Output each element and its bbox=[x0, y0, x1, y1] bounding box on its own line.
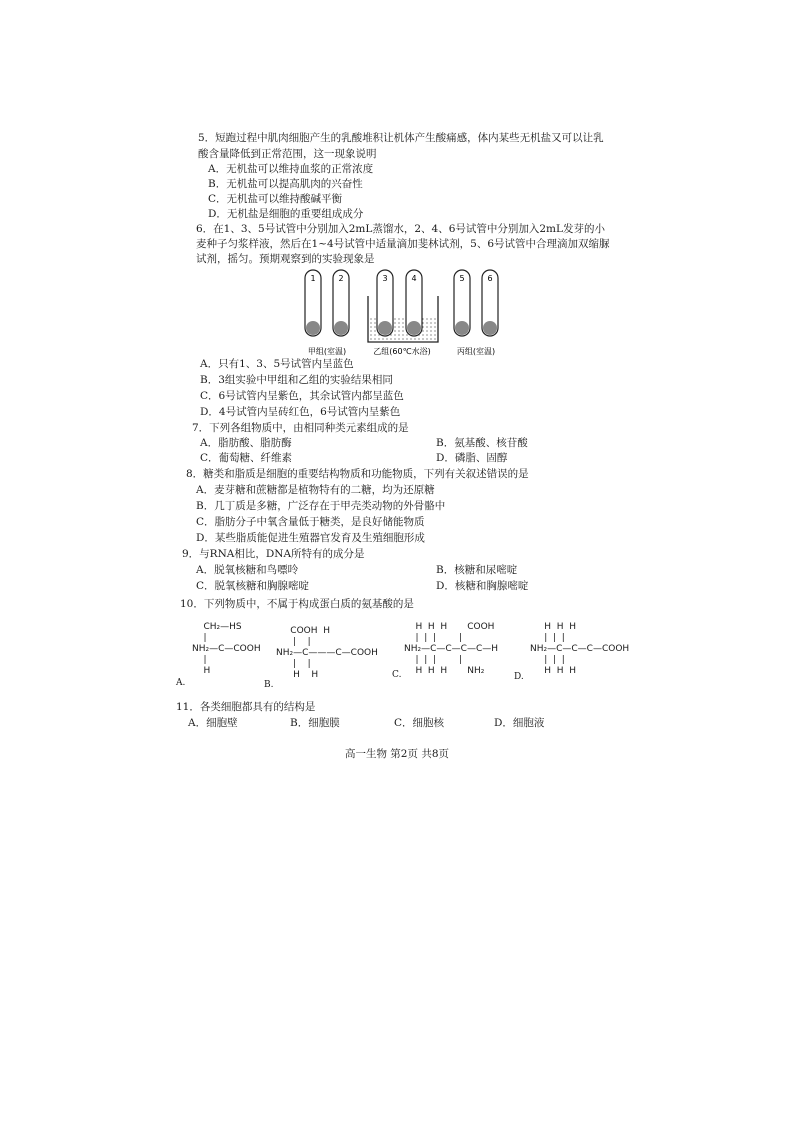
q11-stem: 11．各类细胞都具有的结构是 bbox=[176, 701, 316, 713]
test-tube-figure bbox=[290, 266, 520, 360]
q11-option-d: D．细胞液 bbox=[494, 717, 545, 729]
tube-label-3: 3 bbox=[382, 274, 388, 283]
q7-option-c: C．葡萄糖、纤维素 bbox=[200, 452, 293, 464]
tube-label-4: 4 bbox=[411, 274, 417, 283]
q10-stem: 10．下列物质中，不属于构成蛋白质的氨基酸的是 bbox=[180, 598, 414, 610]
q5-stem-line2: 酸含量降低到正常范围，这一现象说明 bbox=[198, 148, 377, 160]
q7-stem: 7．下列各组物质中，由相同种类元素组成的是 bbox=[192, 422, 409, 434]
q8-option-c: C．脂肪分子中氧含量低于糖类，是良好储能物质 bbox=[196, 516, 425, 528]
q6-option-a: A．只有1、3、5号试管内呈蓝色 bbox=[200, 358, 354, 370]
q10-label-d: D. bbox=[514, 672, 524, 682]
q6-option-b: B．3组实验中甲组和乙组的实验结果相同 bbox=[200, 374, 393, 386]
q10-label-a: A. bbox=[176, 678, 186, 688]
q10-label-c: C. bbox=[392, 670, 402, 680]
q6-stem-line2: 麦种子匀浆样液，然后在1~4号试管中适量滴加斐林试剂，5、6号试管中合理滴加双缩脲 bbox=[196, 238, 610, 250]
group-caption-jia: 甲组(室温) bbox=[307, 347, 347, 356]
q11-option-a: A．细胞壁 bbox=[188, 717, 238, 729]
q10-formula-c: H H H COOH | | | | NH₂—C—C—C—C—H | | | | H H H NH₂ bbox=[404, 622, 499, 676]
q6-option-c: C．6号试管内呈紫色，其余试管内都呈蓝色 bbox=[200, 390, 404, 402]
q7-option-b: B．氨基酸、核苷酸 bbox=[436, 437, 528, 449]
group-caption-bing: 丙组(室温) bbox=[456, 347, 496, 356]
q8-option-d: D．某些脂质能促进生殖器官发育及生殖细胞形成 bbox=[196, 532, 425, 544]
q11-option-c: C．细胞核 bbox=[394, 717, 445, 729]
q11-option-b: B．细胞膜 bbox=[290, 717, 340, 729]
q6-stem-line3: 试剂，摇匀。预期观察到的实验现象是 bbox=[196, 253, 375, 265]
q10-formula-a: CH₂—HS | NH₂—C—COOH | H bbox=[192, 622, 261, 676]
q8-option-a: A．麦芽糖和蔗糖都是植物特有的二糖，均为还原糖 bbox=[196, 484, 435, 496]
q7-option-a: A．脂肪酸、脂肪酶 bbox=[200, 437, 292, 449]
q10-label-b: B. bbox=[264, 680, 274, 690]
q10-formula-b: COOH H | | NH₂—C———C—COOH | | H H bbox=[276, 626, 378, 680]
q9-option-d: D．核糖和胸腺嘧啶 bbox=[436, 580, 529, 592]
tube-label-5: 5 bbox=[459, 274, 465, 283]
q6-stem-line1: 6．在1、3、5号试管中分别加入2mL蒸馏水，2、4、6号试管中分别加入2mL发芽的小 bbox=[196, 223, 605, 235]
q5-option-d: D．无机盐是细胞的重要组成成分 bbox=[208, 208, 364, 220]
q5-option-b: B．无机盐可以提高肌肉的兴奋性 bbox=[208, 178, 363, 190]
q9-option-b: B．核糖和尿嘧啶 bbox=[436, 564, 518, 576]
q9-stem: 9．与RNA相比，DNA所特有的成分是 bbox=[182, 548, 365, 560]
tube-label-1: 1 bbox=[310, 274, 316, 283]
q6-option-d: D．4号试管内呈砖红色，6号试管内呈紫色 bbox=[200, 406, 401, 418]
q5-option-a: A．无机盐可以维持血浆的正常浓度 bbox=[208, 163, 374, 175]
q9-option-a: A．脱氧核糖和鸟嘌呤 bbox=[196, 564, 299, 576]
q5-stem-line1: 5．短跑过程中肌肉细胞产生的乳酸堆积让机体产生酸痛感，体内某些无机盐又可以让乳 bbox=[198, 132, 604, 144]
group-caption-yi: 乙组(60℃水浴) bbox=[373, 347, 431, 356]
group-yi-beaker bbox=[368, 270, 438, 342]
q10-formula-d: H H H | | | NH₂—C—C—C—COOH | | | H H H bbox=[530, 622, 630, 676]
q7-option-d: D．磷脂、固醇 bbox=[436, 452, 508, 464]
q8-stem: 8．糖类和脂质是细胞的重要结构物质和功能物质，下列有关叙述错误的是 bbox=[186, 468, 529, 480]
tube-label-6: 6 bbox=[487, 274, 493, 283]
q5-option-c: C．无机盐可以维持酸碱平衡 bbox=[208, 193, 343, 205]
q8-option-b: B．几丁质是多糖，广泛存在于甲壳类动物的外骨骼中 bbox=[196, 500, 446, 512]
q9-option-c: C．脱氧核糖和胸腺嘧啶 bbox=[196, 580, 310, 592]
tube-label-2: 2 bbox=[338, 274, 344, 283]
page-footer: 高一生物 第2页 共8页 bbox=[344, 748, 450, 760]
